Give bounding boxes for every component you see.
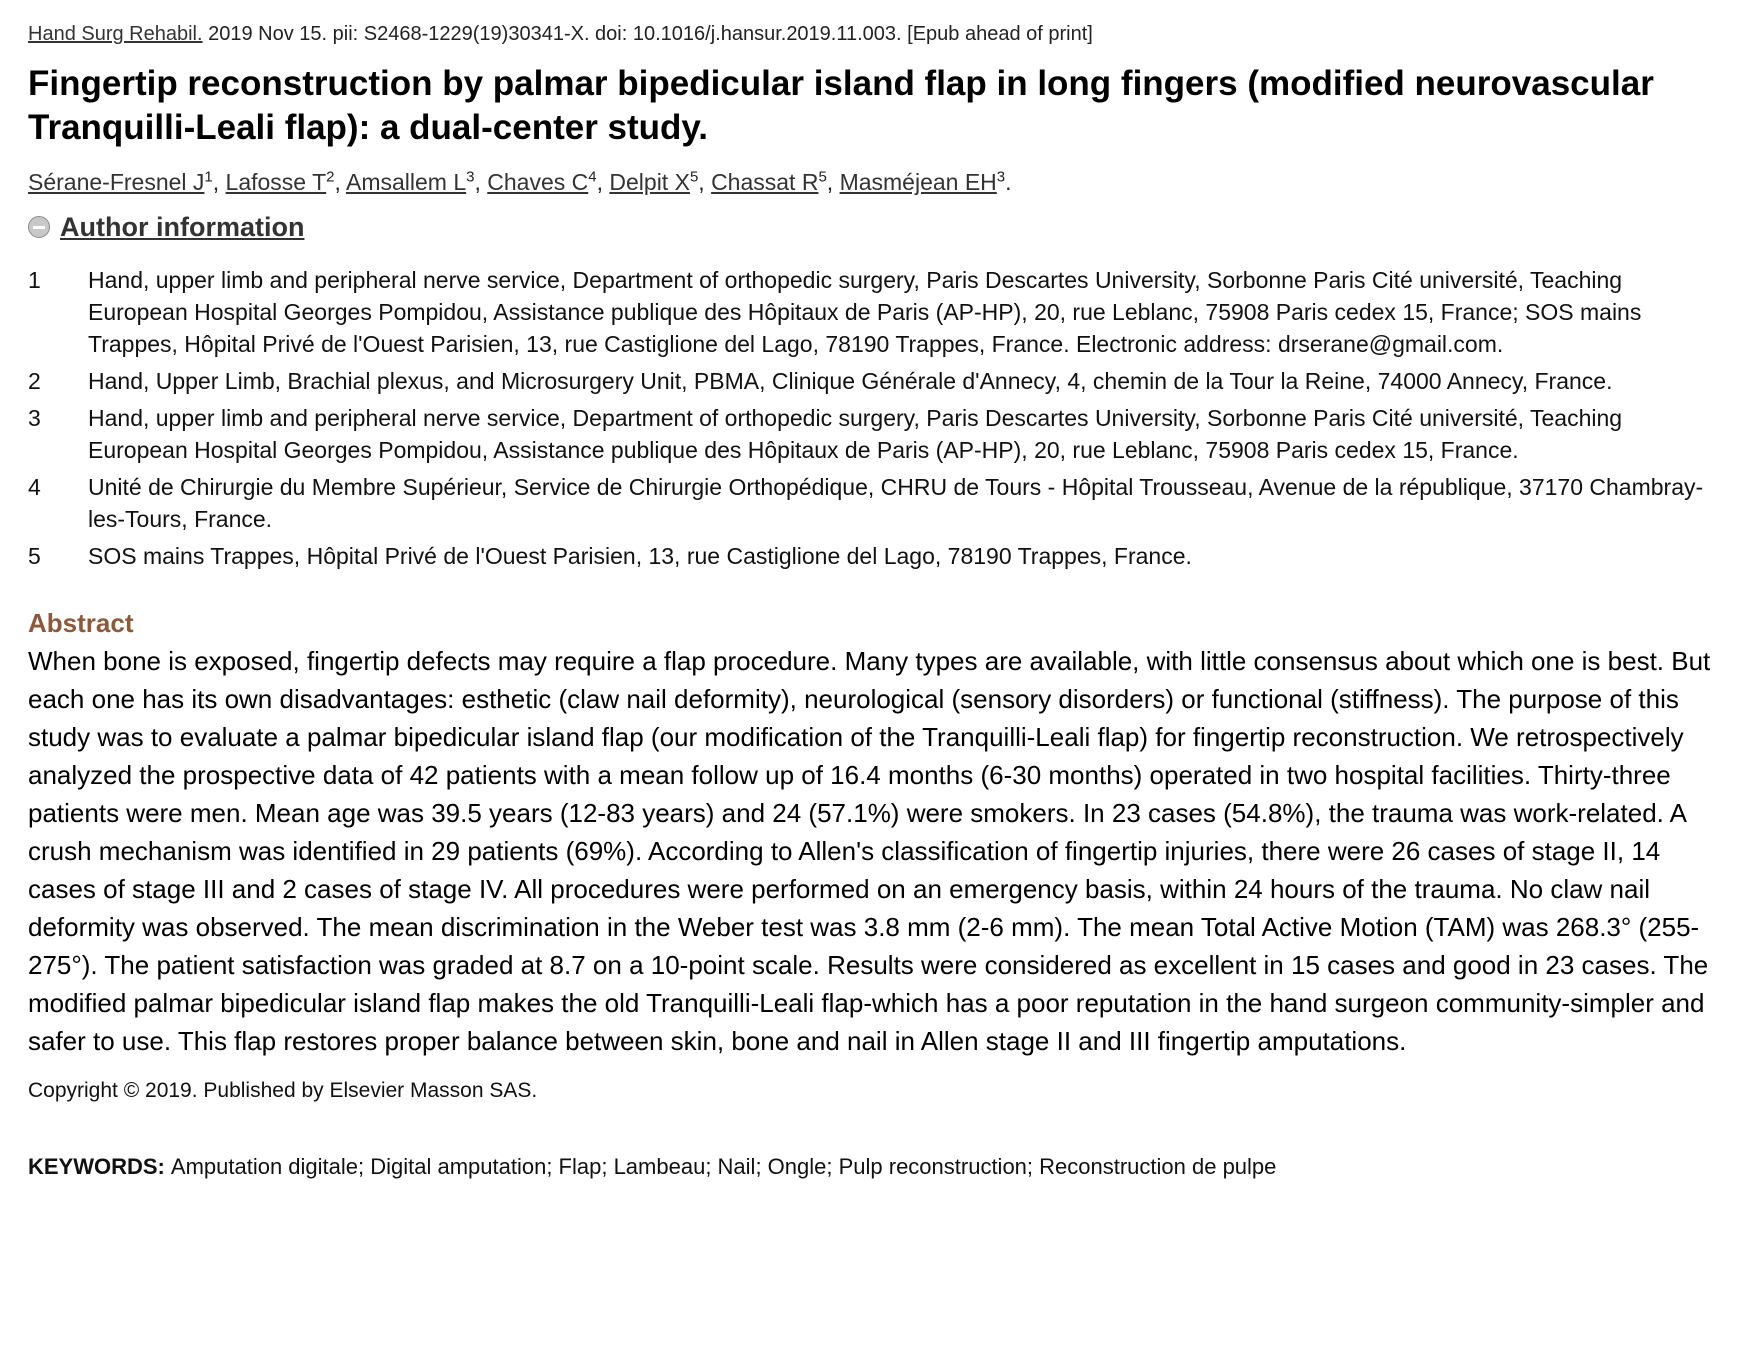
citation-details: 2019 Nov 15. pii: S2468-1229(19)30341-X. doi: 10.1016/j.hansur.2019.11.003. [Epub ahead of print] (202, 23, 1093, 45)
keywords-text: Amputation digitale; Digital amputation; Flap; Lambeau; Nail; Ongle; Pulp reconstruction; Reconstruction de pulpe (170, 1154, 1277, 1179)
author-link[interactable]: Delpit X (609, 169, 690, 195)
author-affiliation-number: 3 (466, 168, 475, 186)
affiliation-number: 2 (28, 368, 41, 394)
copyright-notice: Copyright © 2019. Published by Elsevier Masson SAS. (28, 1079, 538, 1102)
journal-link[interactable]: Hand Surg Rehabil. (28, 23, 203, 45)
author-link[interactable]: Masméjean EH (839, 169, 997, 195)
affiliation-text: Hand, upper limb and peripheral nerve service, Department of orthopedic surgery, Paris Descartes University, Sorbonne Paris Cité université, Teaching European Hospital Georges Pompidou, Assistance publique des Hôpitaux de Paris (AP-HP), 20, rue Leblanc, 75908 Paris cedex 15, France; SOS mains Trappes, Hôpital Privé de l'Ouest Parisien, 13, rue Castiglione del Lago, 78190 Trappes, France. Electronic address: drserane@gmail.com. (88, 267, 1642, 357)
author-list (28, 166, 1720, 198)
author-affiliation-number: 5 (689, 168, 699, 186)
keywords-section (28, 1152, 1720, 1182)
affiliation-number: 1 (28, 267, 41, 293)
affiliation-number: 5 (28, 543, 41, 569)
affiliation-text: Hand, upper limb and peripheral nerve service, Department of orthopedic surgery, Paris Descartes University, Sorbonne Paris Cité université, Teaching European Hospital Georges Pompidou, Assistance publique des Hôpitaux de Paris (AP-HP), 20, rue Leblanc, 75908 Paris cedex 15, France. (88, 405, 1623, 463)
author-link[interactable]: Amsallem L (346, 169, 467, 195)
collapse-minus-icon[interactable] (28, 216, 50, 238)
abstract-heading: Abstract (28, 608, 134, 638)
affiliation-text: Hand, Upper Limb, Brachial plexus, and Microsurgery Unit, PBMA, Clinique Générale d'Annecy, 4, chemin de la Tour la Reine, 74000 Annecy, France. (88, 368, 1613, 394)
author-information-toggle[interactable] (28, 210, 1720, 244)
author-affiliation-number: 3 (996, 168, 1006, 186)
author-link[interactable]: Chaves C (487, 169, 589, 195)
author-separator: . (1005, 169, 1012, 195)
affiliation-item (28, 365, 1720, 397)
author-link[interactable]: Sérane-Fresnel J (28, 169, 205, 195)
author-affiliation-number: 5 (818, 168, 827, 186)
author-link[interactable]: Lafosse T (225, 169, 327, 195)
author-information-link[interactable]: Author information (60, 212, 305, 242)
author-separator: , (334, 169, 346, 195)
affiliation-text: SOS mains Trappes, Hôpital Privé de l'Ouest Parisien, 13, rue Castiglione del Lago, 78190 Trappes, France. (88, 543, 1192, 569)
author-affiliation-number: 2 (326, 168, 335, 186)
abstract-text: When bone is exposed, fingertip defects may require a flap procedure. Many types are available, with little consensus about which one is best. But each one has its own disadvantages: esthetic (claw nail deformity), neurological (sensory disorders) or functional (stiffness). The purpose of this study was to evaluate a palmar bipedicular island flap (our modification of the Tranquilli-Leali flap) for fingertip reconstruction. We retrospectively analyzed the prospective data of 42 patients with a mean follow up of 16.4 months (6-30 months) operated in two hospital facilities. Thirty-three patients were men. Mean age was 39.5 years (12-83 years) and 24 (57.1%) were smokers. In 23 cases (54.8%), the trauma was work-related. A crush mechanism was identified in 29 patients (69%). According to Allen's classification of fingertip injuries, there were 26 cases of stage II, 14 cases of stage III and 2 cases of stage IV. All procedures were performed on an emergency basis, within 24 hours of the trauma. No claw nail deformity was observed. The mean discrimination in the Weber test was 3.8 mm (2-6 mm). The mean Total Active Motion (TAM) was 268.3° (255-275°). The patient satisfaction was graded at 8.7 on a 10-point scale. Results were considered as excellent in 15 cases and good in 23 cases. The modified palmar bipedicular island flap makes the old Tranquilli-Leali flap-which has a poor reputation in the hand surgeon community-simpler and safer to use. This flap restores proper balance between skin, bone and nail in Allen stage II and III fingertip amputations. (28, 646, 1711, 1056)
affiliation-list (28, 264, 1720, 572)
author-affiliation-number: 4 (588, 168, 597, 186)
author-separator: , (596, 169, 610, 195)
affiliation-item (28, 402, 1720, 466)
affiliation-item (28, 471, 1720, 535)
affiliation-item (28, 540, 1720, 572)
author-separator: , (698, 169, 712, 195)
affiliation-number: 4 (28, 474, 41, 500)
author-affiliation-number: 1 (204, 168, 213, 186)
author-separator: , (212, 169, 226, 195)
affiliation-number: 3 (28, 405, 41, 431)
article-title: Fingertip reconstruction by palmar bipedicular island flap in long fingers (modified neurovascular Tranquilli-Leali flap): a dual-center study. (28, 64, 1654, 147)
keywords-label: KEYWORDS: (28, 1154, 165, 1179)
affiliation-text: Unité de Chirurgie du Membre Supérieur, Service de Chirurgie Orthopédique, CHRU de Tours - Hôpital Trousseau, Avenue de la république, 37170 Chambray-les-Tours, France. (88, 474, 1704, 532)
citation-line (28, 20, 1720, 48)
author-link[interactable]: Chassat R (711, 169, 819, 195)
affiliation-item (28, 264, 1720, 360)
author-separator: , (826, 169, 840, 195)
author-separator: , (474, 169, 488, 195)
